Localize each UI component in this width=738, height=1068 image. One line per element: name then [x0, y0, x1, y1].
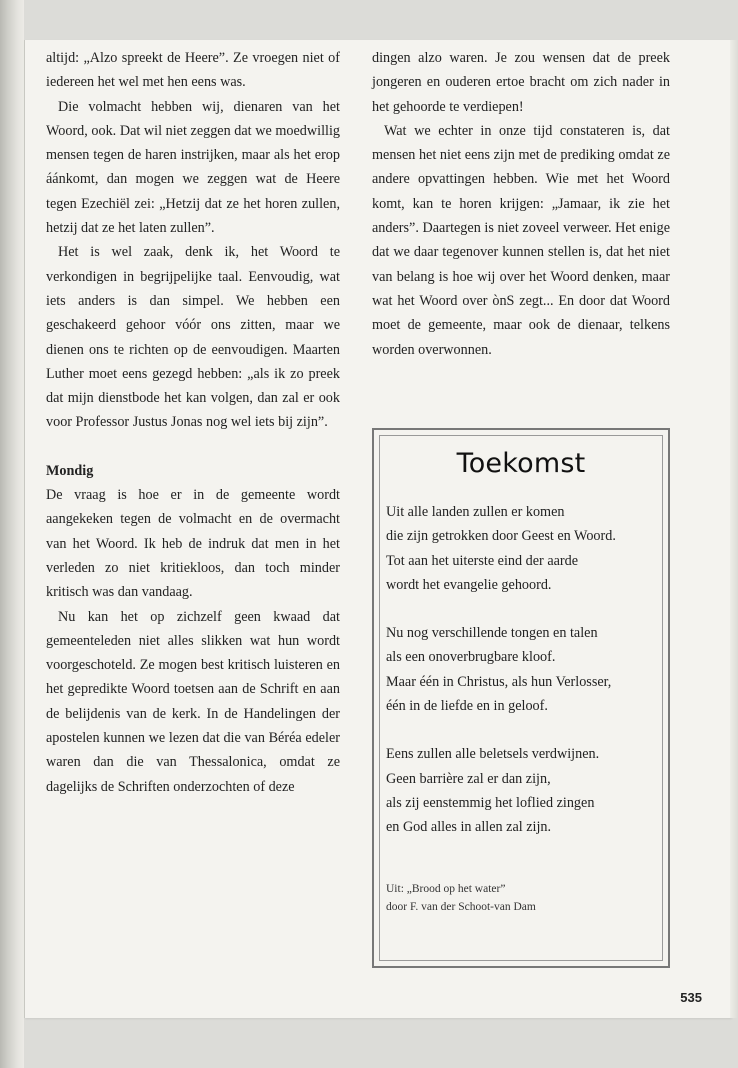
- paragraph: Nu kan het op zichzelf geen kwaad dat gemeenteleden niet alles slikken wat hun wordt voorgeschoteld. Ze mogen best kritisch luisteren en het gepredikte Woord toetsen aan de Schrift en aan de belijdenis van de kerk. In de Handelingen der apostelen kunnen we lezen dat die van Béréa edeler waren dan die van Thessalonica, omdat ze dagelijks de Schriften onderzochten of deze: [46, 608, 340, 795]
- page-edge: [730, 40, 738, 1018]
- poem-title: Toekomst: [456, 448, 586, 479]
- poem-stanza: [386, 621, 666, 718]
- poem-line: Maar één in Christus, als hun Verlosser,: [386, 673, 612, 690]
- poem-text: [386, 500, 666, 864]
- poem-line: en God alles in allen zal zijn.: [386, 819, 552, 836]
- paragraph: De vraag is hoe er in de gemeente wordt aangekeken tegen de volmacht en de overmacht van het Woord. Ik heb de indruk dat men in het verleden zo niet kritiekloos, dan toch minder kritisch was dan vandaag.: [46, 487, 340, 601]
- right-column: [372, 46, 670, 362]
- poem-credit: [386, 880, 656, 916]
- poem-line: die zijn getrokken door Geest en Woord.: [386, 528, 616, 545]
- poem-line: Tot aan het uiterste eind der aarde: [386, 552, 579, 569]
- poem-line: Nu nog verschillende tongen en talen: [386, 625, 598, 642]
- credit-source: Uit: „Brood op het water”: [386, 883, 506, 895]
- poem-line: Uit alle landen zullen er komen: [386, 504, 565, 520]
- section-heading: Mondig: [46, 462, 94, 479]
- poem-line: één in de liefde en in geloof.: [386, 698, 548, 715]
- paragraph: dingen alzo waren. Je zou wensen dat de preek jongeren en ouderen ertoe bracht om zich nader in het gehoorde te verdiepen!: [372, 50, 670, 115]
- paragraph: Wat we echter in onze tijd constateren is, dat mensen het niet eens zijn met de prediking omdat ze andere opvattingen hebben. Wie met het Woord komt, kan te horen krijgen: „Jamaar, ik zie het anders”. Daartegen is niet zoveel verweer. Het enige dat we daar tegenover kunnen stellen is, dat het niet van belang is hoe wij over het Woord denken, maar wat het Woord over ònS zegt... En door dat Woord moet de gemeente, maar ook de dienaar, telkens worden overwonnen.: [372, 122, 670, 358]
- credit-author: door F. van der Schoot-van Dam: [386, 901, 536, 913]
- book-spine-shadow: [0, 0, 24, 1068]
- page-number: 535: [680, 990, 702, 1005]
- poem-line: wordt het evangelie gehoord.: [386, 576, 552, 593]
- poem-stanza: [386, 500, 666, 597]
- poem-line: als een onoverbrugbare kloof.: [386, 649, 556, 666]
- poem-stanza: [386, 742, 666, 839]
- paragraph: Die volmacht hebben wij, dienaren van het Woord, ook. Dat wil niet zeggen dat we moedwillig mensen tegen de haren instrijken, maar als het erop áánkomt, dan mogen we zeggen wat de Heere tegen Ezechiël zei: „Hetzij dat ze het horen zullen, hetzij dat ze het laten zullen”.: [46, 98, 340, 237]
- paragraph: altijd: „Alzo spreekt de Heere”. Ze vroegen niet of iedereen het wel met hen eens was.: [46, 50, 340, 91]
- left-column: [46, 46, 340, 799]
- poem-line: Geen barrière zal er dan zijn,: [386, 770, 551, 787]
- paragraph: Het is wel zaak, denk ik, het Woord te verkondigen in begrijpelijke taal. Eenvoudig, wat iets anders is dan simpel. We hebben een geschakeerd gehoor vóór ons zitten, maar we dienen ons te richten op de eenvoudigen. Maarten Luther moet eens gezegd hebben: „als ik zo preek dat mijn dienstbode het kan volgen, dan zal er ook voor Professor Justus Jonas nog wel iets bij zijn”.: [46, 244, 340, 431]
- poem-line: Eens zullen alle beletsels verdwijnen.: [386, 746, 600, 763]
- poem-line: als zij eenstemmig het loflied zingen: [386, 794, 595, 811]
- poem-box: [372, 428, 670, 968]
